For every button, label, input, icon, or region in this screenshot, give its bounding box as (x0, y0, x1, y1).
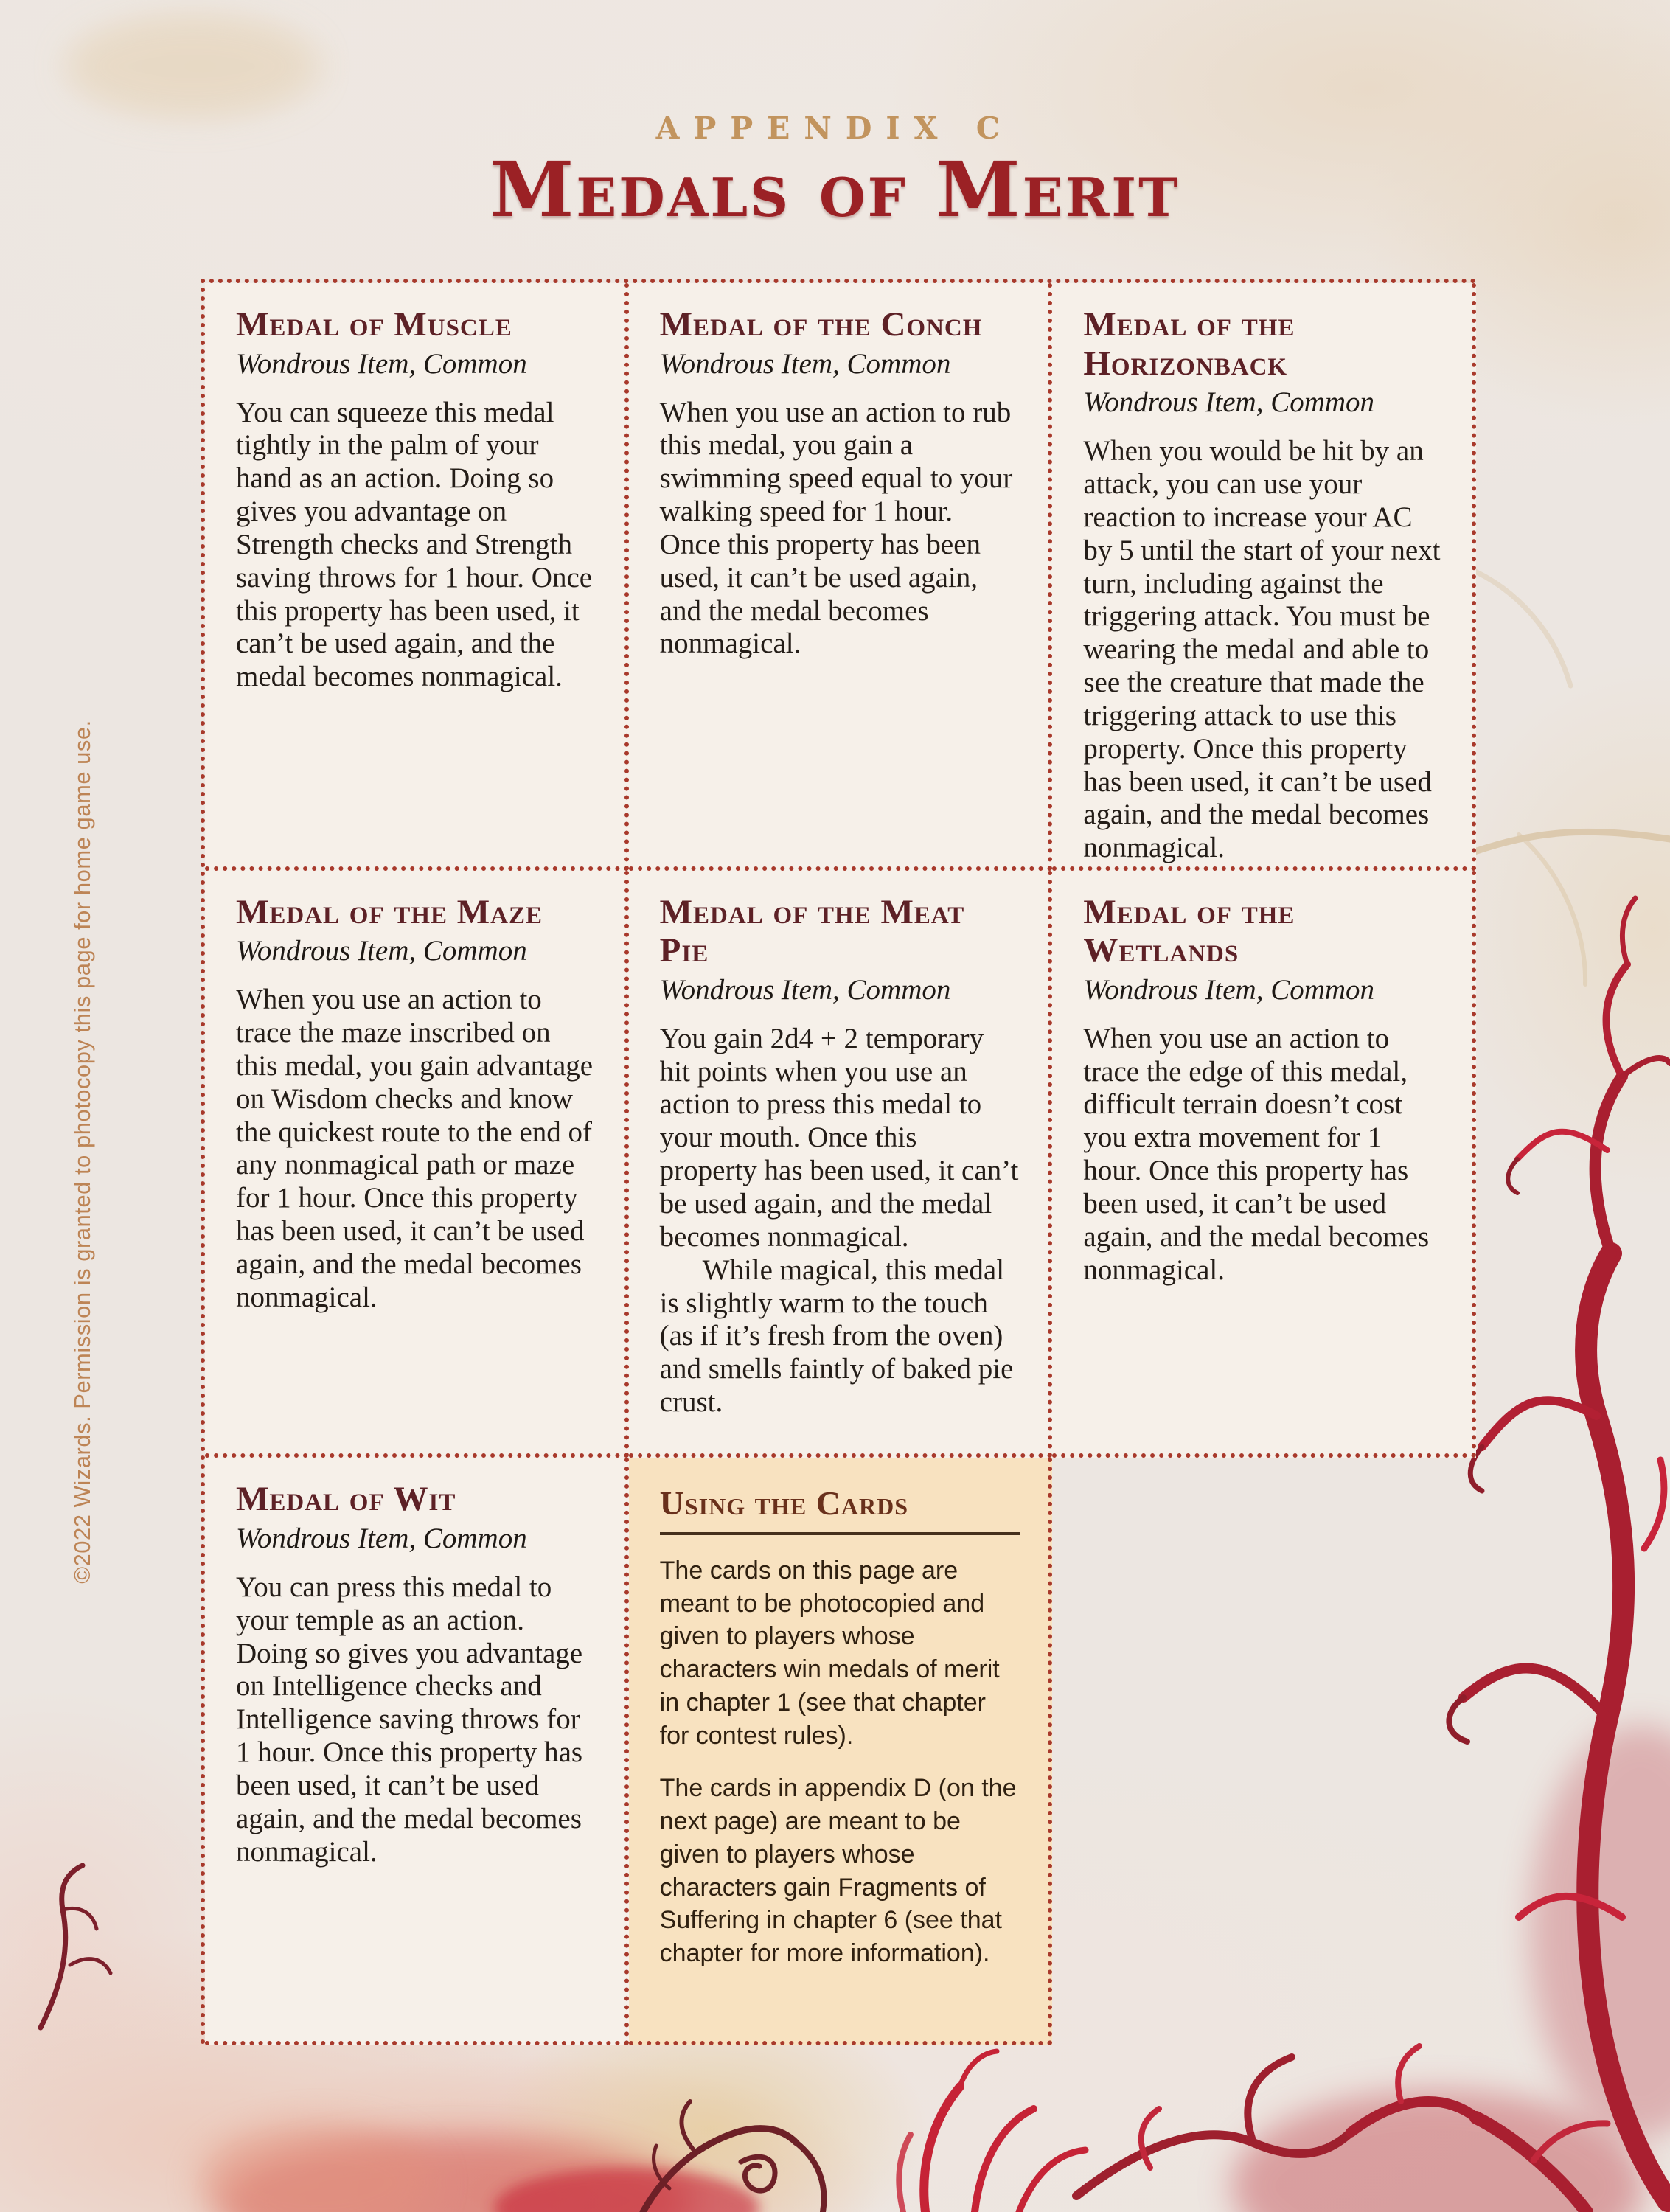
using-the-cards-title: Using the Cards (660, 1486, 1020, 1534)
page-title: Medals of Merit (490, 145, 1180, 234)
card-paragraph: When you would be hit by an attack, you can use your reaction to increase your AC by 5 until the start of your next turn, including against the triggering attack. You must be wearing the medal and able to see the creature that made the triggering attack to use this property. Once this property has been used, it can’t be used again, and the medal becomes nonmagical. (1083, 435, 1441, 864)
card-subtitle: Wondrous Item, Common (236, 935, 527, 967)
card-subtitle: Wondrous Item, Common (1083, 973, 1375, 1006)
usage-paragraph: The cards in appendix D (on the next page) are meant to be given to players whose characters gain Fragments of Suffering in chapter 6 (see that chapter for more information). (659, 1773, 1017, 1968)
card-paragraph: You can press this medal to your temple as an action. Doing so gives you advantage on Intelligence checks and Intelligence saving throws for 1 hour. Once this property has been used, it can’t be used again, and the medal becomes nonmagical. (236, 1571, 583, 1868)
card-paragraph: You gain 2d4 + 2 temporary hit points when you use an action to press this medal to your mouth. Once this property has been used, it can’t be used again, and the medal becomes nonmagical. (659, 1022, 1019, 1253)
card-medal-of-the-meat-pie (629, 871, 1053, 1458)
card-medal-of-the-conch (629, 283, 1053, 871)
card-subtitle: Wondrous Item, Common (659, 347, 951, 380)
masthead (0, 0, 1670, 234)
card-title: Medal of the Horizonback (1083, 305, 1295, 383)
medal-cards-grid (201, 279, 1476, 2045)
card-title: Medal of the Conch (659, 305, 983, 344)
card-paragraph: When you use an action to rub this medal, you gain a swimming speed equal to your walking speed for 1 hour. Once this property has been used, it can’t be used again, and the medal becomes nonmagical. (659, 396, 1013, 660)
card-title: Medal of the Meat Pie (659, 892, 965, 970)
card-title: Medal of the Maze (236, 892, 543, 931)
card-subtitle: Wondrous Item, Common (659, 973, 951, 1006)
using-the-cards-box (629, 1458, 1053, 2045)
card-title: Medal of Wit (236, 1480, 456, 1519)
card-medal-of-muscle (205, 283, 629, 871)
card-medal-of-the-wetlands (1052, 871, 1476, 1458)
card-subtitle: Wondrous Item, Common (236, 347, 527, 380)
card-subtitle: Wondrous Item, Common (236, 1522, 527, 1554)
card-paragraph: When you use an action to trace the maze inscribed on this medal, you gain advantage on Wisdom checks and know the quickest route to the end of any nonmagical path or maze for 1 hour. Once this property has been used, it can’t be used again, and the medal becomes nonmagical. (236, 984, 594, 1313)
card-medal-of-the-horizonback (1052, 283, 1476, 871)
usage-paragraph: The cards on this page are meant to be photocopied and given to players whose characters win medals of merit in chapter 1 (see that chapter for contest rules). (659, 1556, 1000, 1750)
card-title: Medal of Muscle (236, 305, 512, 344)
card-title: Medal of the Wetlands (1083, 892, 1295, 970)
photocopy-permission-note: ©2022 Wizards. Permission is granted to photocopy this page for home game use. (69, 720, 95, 1584)
empty-grid-cell (1052, 1458, 1476, 2045)
appendix-label: APPENDIX C (655, 111, 1015, 146)
card-medal-of-wit (205, 1458, 629, 2045)
card-subtitle: Wondrous Item, Common (1083, 386, 1375, 419)
card-paragraph: While magical, this medal is slightly warm to the touch (as if it’s fresh from the oven) and smells faintly of baked pie crust. (659, 1253, 1014, 1419)
card-paragraph: You can squeeze this medal tightly in the palm of your hand as an action. Doing so gives you advantage on Strength checks and Strength saving throws for 1 hour. Once this property has been used, it can’t be used again, and the medal becomes nonmagical. (236, 396, 593, 693)
card-medal-of-the-maze (205, 871, 629, 1458)
card-paragraph: When you use an action to trace the edge of this medal, difficult terrain doesn’t cost you extra movement for 1 hour. Once this property has been used, it can’t be used again, and the medal becomes nonmagical. (1083, 1022, 1430, 1286)
